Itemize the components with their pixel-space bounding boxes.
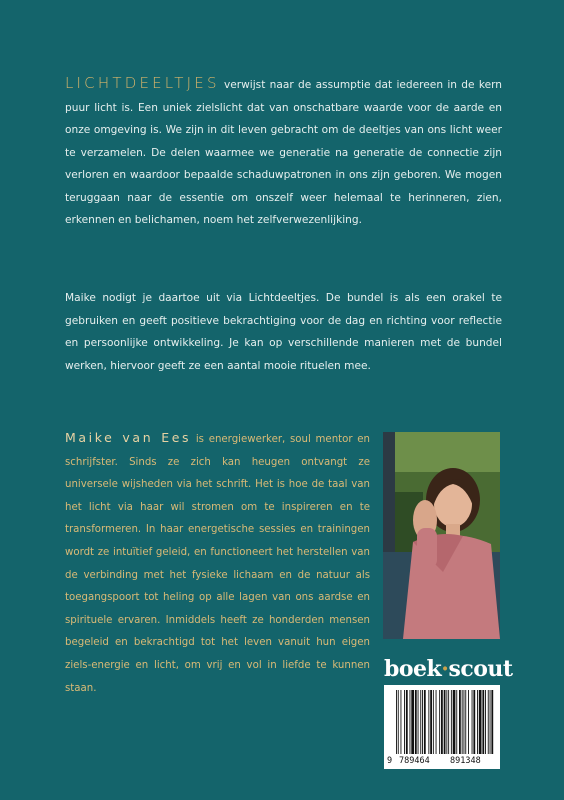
barcode-bar (459, 690, 461, 754)
barcode-bar (468, 690, 469, 754)
barcode-bar (485, 690, 486, 754)
barcode-bar (490, 690, 491, 754)
barcode-bar (456, 690, 457, 754)
barcode-bar (491, 690, 493, 754)
isbn-number (384, 756, 500, 768)
barcode-bar (482, 690, 484, 754)
barcode-bar (477, 690, 478, 754)
barcode-bar (415, 690, 417, 754)
author-bio (65, 427, 370, 700)
publisher-logo (384, 656, 513, 682)
description-paragraph: Maike nodigt je daartoe uit via Lichtdeeltjes. De bundel is als een orakel te gebruiken en geeft positieve bekrachtiging voor de dag en richting voor reflectie en persoonlijke ontwikkeling. Je kan op verschillende manieren met de bundel werken, hiervoor geeft ze een aantal mooie rituelen mee. (65, 292, 502, 372)
barcode-bar (441, 690, 443, 754)
isbn-group2: 891348 (450, 756, 481, 766)
barcode-bar (464, 690, 465, 754)
publisher-logo-part2: scout (448, 656, 513, 682)
barcode-bar (462, 690, 463, 754)
barcode-bar (439, 690, 440, 754)
barcode-bar (396, 690, 397, 754)
barcode-bar (473, 690, 475, 754)
barcode-bar (401, 690, 402, 754)
barcode-bar (433, 690, 434, 754)
barcode-bar (411, 690, 414, 754)
barcode-bar (479, 690, 482, 754)
barcode-bar (418, 690, 419, 754)
isbn-barcode (384, 685, 500, 769)
barcode-bar (451, 690, 452, 754)
intro-text: verwijst naar de assumptie dat iedereen in de kern puur licht is. Een uniek zielslicht dat van onschatbare waarde voor de aarde en onze omgeving is. We zijn in dit leven gebracht om de deeltjes van ons licht weer te verzamelen. De delen waarmee we generatie na generatie de connectie zijn verloren en waardoor bepaalde schaduwpatronen in ons zijn geboren. We mogen teruggaan naar de essentie om onszelf weer helemaal te herinneren, zien, erkennen en belichamen, noem het zelfverwezenlijking. (65, 79, 502, 226)
publisher-logo-dot: · (441, 656, 449, 682)
barcode-bar (444, 690, 446, 754)
barcode-bar (410, 690, 411, 754)
book-title: LICHTDEELTJES (65, 74, 220, 92)
barcode-bar (406, 690, 408, 754)
barcode-bar (465, 690, 466, 754)
author-bio-text: is energiewerker, soul mentor en schrijfster. Sinds ze zich kan heugen ontvangt ze universele wijsheden via het schrift. Het is hoe de taal van het licht via haar wil stromen om te inspireren en te transformeren. In haar energetische sessies en trainingen wordt ze intuïtief geleid, en functioneert het herstellen van de verbinding met het fysieke lichaam en de natuur als toegangspoort tot heling op alle lagen van ons aardse en spirituele ervaren. Inmiddels heeft ze honderden mensen begeleid en bekrachtigd tot het leven vanuit hun eigen ziels-energie en licht, om vrij en vol in liefde te kunnen staan. (65, 434, 370, 694)
publisher-logo-part1: boek (384, 656, 442, 682)
author-name: Maike van Ees (65, 430, 192, 445)
barcode-bar (430, 690, 432, 754)
author-portrait-illustration (383, 432, 500, 639)
author-photo (383, 432, 500, 639)
barcode-bar (422, 690, 423, 754)
barcode-bar (448, 690, 449, 754)
barcode-bar (420, 690, 421, 754)
barcode-bar (428, 690, 429, 754)
isbn-group1: 789464 (399, 756, 430, 766)
barcode-bar (424, 690, 426, 754)
isbn-prefix: 9 (387, 756, 393, 766)
barcode-bar (488, 690, 489, 754)
barcode-bar (472, 690, 473, 754)
barcode-bar (404, 690, 405, 754)
barcode-bar (398, 690, 399, 754)
intro-paragraph (65, 72, 502, 232)
barcode-bar (453, 690, 456, 754)
barcode-bars (384, 685, 500, 757)
barcode-bar (436, 690, 437, 754)
barcode-bar (446, 690, 447, 754)
